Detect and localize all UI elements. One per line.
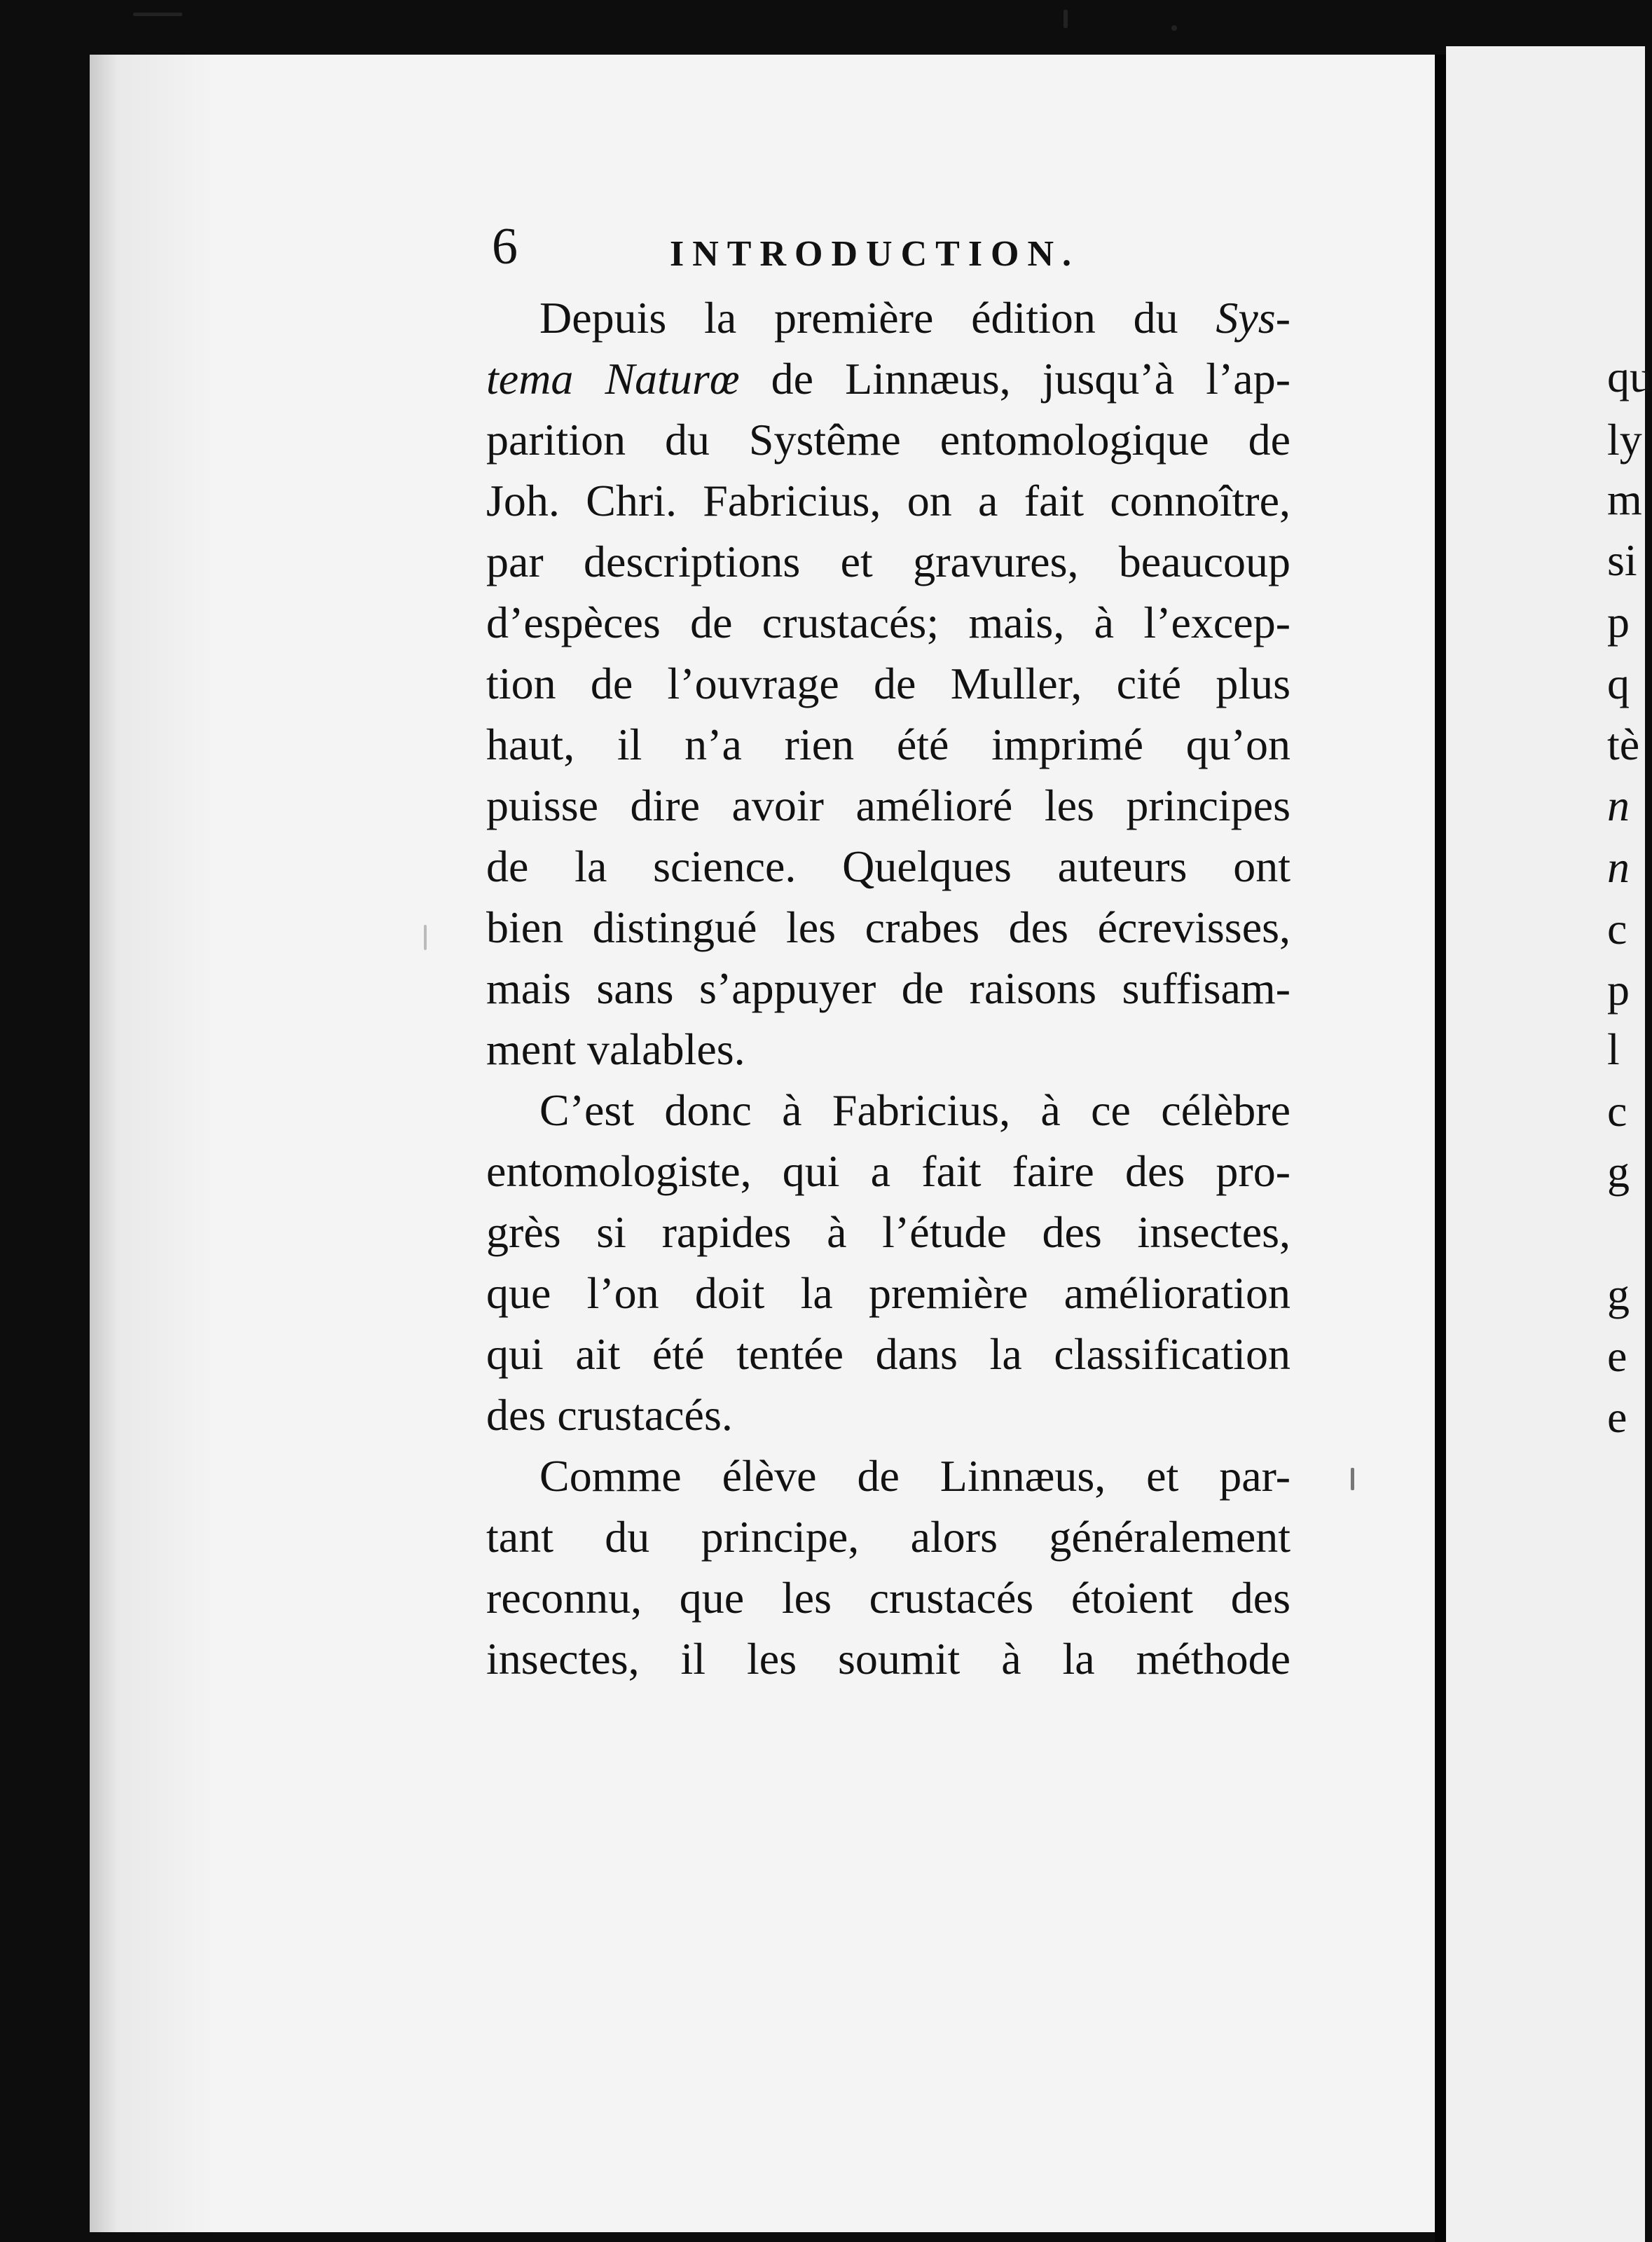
facing-text-fragment: m bbox=[1607, 474, 1642, 524]
running-title: INTRODUCTION. bbox=[670, 234, 1080, 274]
text-line: entomologiste, qui a fait faire des pro- bbox=[486, 1146, 1290, 1196]
text-line bbox=[486, 287, 1290, 348]
text-line: par descriptions et gravures, beaucoup bbox=[486, 537, 1290, 586]
facing-text-fragment: g bbox=[1607, 1147, 1630, 1197]
text-line: parition du Systême entomologique de bbox=[486, 415, 1290, 465]
text-line: mais sans s’appuyer de raisons suffisam- bbox=[486, 963, 1290, 1013]
text-line: puisse dire avoir amélioré les principes bbox=[486, 780, 1290, 830]
facing-text-fragment: c bbox=[1607, 904, 1627, 954]
text-line: bien distingué les crabes des écrevisses, bbox=[486, 902, 1290, 952]
facing-text-fragment: n bbox=[1607, 780, 1630, 830]
text-line: grès si rapides à l’étude des insectes, bbox=[486, 1207, 1290, 1257]
text-line: des crustacés. bbox=[486, 1390, 733, 1440]
running-header bbox=[486, 218, 1290, 287]
facing-text-fragment: e bbox=[1607, 1392, 1627, 1442]
text-line: qui ait été tentée dans la classification bbox=[486, 1329, 1290, 1379]
paragraph bbox=[486, 287, 1290, 1080]
text-line: d’espèces de crustacés; mais, à l’excep- bbox=[486, 598, 1290, 647]
text-line: de la science. Quelques auteurs ont bbox=[486, 841, 1290, 891]
paragraph bbox=[486, 1445, 1290, 1689]
scan-artifact bbox=[1064, 10, 1068, 28]
scan-artifact bbox=[133, 13, 182, 16]
scan-artifact bbox=[1351, 1468, 1354, 1490]
page-number: 6 bbox=[492, 218, 518, 275]
book-gutter bbox=[1435, 55, 1446, 2242]
facing-text-fragment: n bbox=[1607, 842, 1630, 892]
text-line: tion de l’ouvrage de Muller, cité plus bbox=[486, 659, 1290, 708]
text-run: Depuis la première édition du bbox=[539, 293, 1216, 343]
text-line: reconnu, que les crustacés étoient des bbox=[486, 1573, 1290, 1623]
facing-text-fragment: q bbox=[1607, 659, 1630, 708]
text-line: Comme élève de Linnæus, et par- bbox=[539, 1451, 1290, 1501]
scan-artifact bbox=[424, 925, 427, 950]
text-line bbox=[486, 348, 1290, 409]
text-line: C’est donc à Fabricius, à ce célèbre bbox=[539, 1085, 1290, 1135]
italic-text-run: Sys- bbox=[1216, 293, 1290, 343]
facing-text-fragment: qu bbox=[1607, 352, 1652, 401]
italic-text-run: tema Naturœ bbox=[486, 354, 740, 404]
facing-text-fragment: si bbox=[1607, 535, 1637, 585]
facing-text-fragment: c bbox=[1607, 1086, 1627, 1136]
page-text bbox=[486, 218, 1291, 1689]
facing-page-fragment bbox=[1446, 46, 1652, 2242]
facing-text-fragment: g bbox=[1607, 1270, 1630, 1319]
facing-text-fragment: tè bbox=[1607, 720, 1640, 769]
text-run: de Linnæus, jusqu’à l’ap- bbox=[739, 354, 1291, 404]
facing-text-fragment: ly bbox=[1607, 415, 1642, 465]
scan-artifact bbox=[1171, 25, 1177, 31]
facing-text-fragment: l bbox=[1607, 1024, 1620, 1074]
paragraph bbox=[486, 1080, 1290, 1445]
page-shadow-edge bbox=[90, 55, 216, 2232]
facing-text-fragment: p bbox=[1607, 597, 1630, 647]
text-line: que l’on doit la première amélioration bbox=[486, 1268, 1290, 1318]
text-line: haut, il n’a rien été imprimé qu’on bbox=[486, 720, 1290, 769]
text-line: insectes, il les soumit à la méthode bbox=[486, 1634, 1290, 1684]
text-line: ment valables. bbox=[486, 1024, 745, 1074]
facing-text-fragment: p bbox=[1607, 965, 1630, 1015]
facing-text-fragment: e bbox=[1607, 1331, 1627, 1381]
text-line: tant du principe, alors généralement bbox=[486, 1512, 1290, 1562]
text-line: Joh. Chri. Fabricius, on a fait connoître, bbox=[486, 476, 1290, 525]
